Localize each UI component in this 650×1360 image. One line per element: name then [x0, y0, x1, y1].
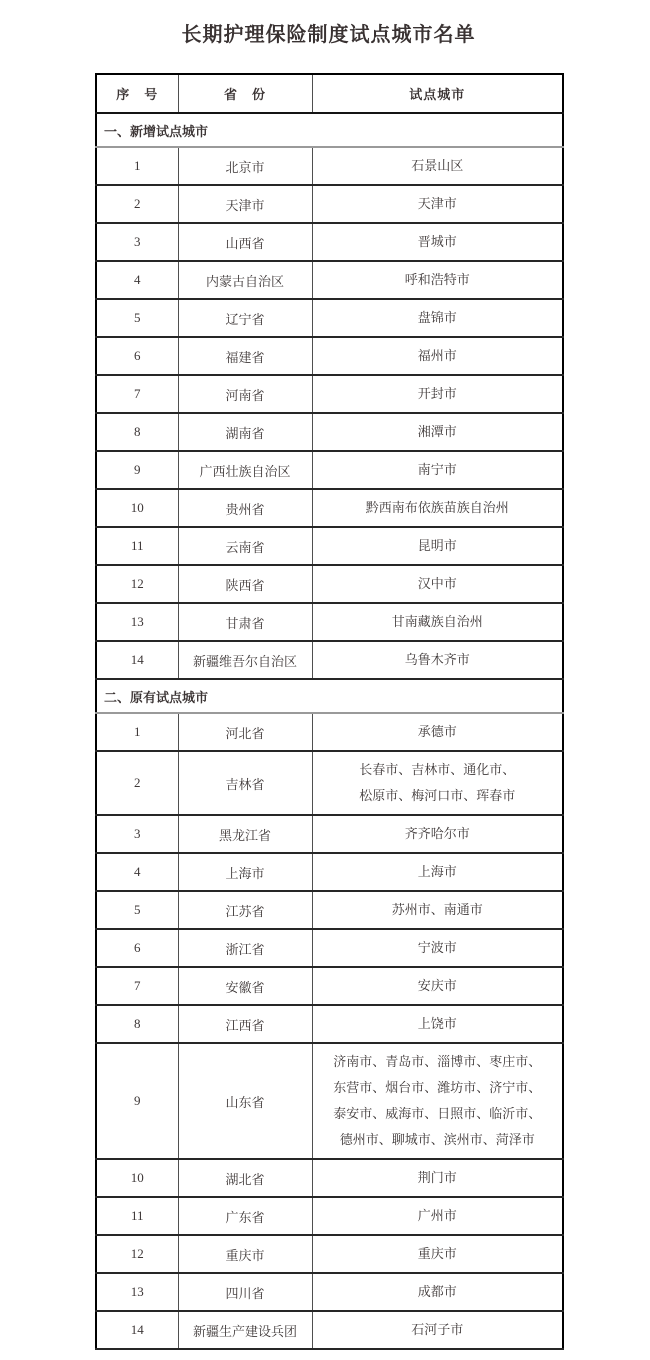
row-index-cell: 1 — [96, 713, 178, 751]
city-line: 呼和浩特市 — [404, 272, 470, 287]
table-row — [96, 853, 563, 891]
city-line: 松原市、梅河口市、珲春市 — [359, 788, 516, 803]
cities-cell — [312, 413, 563, 451]
cities-cell — [312, 261, 563, 299]
cities-cell — [312, 751, 563, 815]
city-line: 苏州市、南通市 — [391, 902, 483, 917]
row-index-cell: 10 — [96, 1159, 178, 1197]
cities-cell — [312, 489, 563, 527]
cities-cell — [312, 1005, 563, 1043]
table-row — [96, 489, 563, 527]
row-index-cell: 2 — [96, 751, 178, 815]
table-row — [96, 261, 563, 299]
table-row — [96, 223, 563, 261]
section-title: 二、原有试点城市 — [96, 679, 563, 713]
cities-cell — [312, 641, 563, 679]
cities-cell — [312, 815, 563, 853]
row-index-cell: 5 — [96, 299, 178, 337]
cities-cell — [312, 1159, 563, 1197]
cities-cell — [312, 337, 563, 375]
city-line: 承德市 — [417, 724, 457, 739]
table-row — [96, 929, 563, 967]
cities-cell — [312, 1197, 563, 1235]
table-row — [96, 603, 563, 641]
row-index-cell: 3 — [96, 223, 178, 261]
pilot-cities-table — [95, 73, 564, 1350]
table-row — [96, 527, 563, 565]
row-index-cell: 4 — [96, 261, 178, 299]
table-row — [96, 1043, 563, 1159]
cities-cell — [312, 853, 563, 891]
row-index-cell: 10 — [96, 489, 178, 527]
row-index-cell: 1 — [96, 147, 178, 185]
city-line: 开封市 — [417, 386, 457, 401]
table-row — [96, 185, 563, 223]
row-index-cell: 7 — [96, 967, 178, 1005]
city-line: 甘南藏族自治州 — [391, 614, 483, 629]
table-row — [96, 451, 563, 489]
row-index-cell: 6 — [96, 929, 178, 967]
row-index-cell: 13 — [96, 603, 178, 641]
column-header-index: 序 号 — [96, 74, 178, 113]
row-index-cell: 8 — [96, 413, 178, 451]
city-line: 广州市 — [417, 1208, 457, 1223]
table-row — [96, 413, 563, 451]
province-cell: 广西壮族自治区 — [178, 451, 312, 489]
city-line: 上海市 — [417, 864, 457, 879]
row-index-cell: 3 — [96, 815, 178, 853]
province-cell: 江苏省 — [178, 891, 312, 929]
row-index-cell: 11 — [96, 527, 178, 565]
table-row — [96, 1273, 563, 1311]
table-row — [96, 337, 563, 375]
province-cell: 四川省 — [178, 1273, 312, 1311]
cities-cell — [312, 1273, 563, 1311]
cities-cell — [312, 223, 563, 261]
table-row — [96, 1311, 563, 1349]
province-cell: 广东省 — [178, 1197, 312, 1235]
page-title: 长期护理保险制度试点城市名单 — [181, 24, 476, 46]
city-line: 泰安市、威海市、日照市、临沂市、 — [333, 1106, 542, 1121]
row-index-cell: 13 — [96, 1273, 178, 1311]
table-row — [96, 751, 563, 815]
cities-cell — [312, 527, 563, 565]
city-line: 长春市、吉林市、通化市、 — [359, 762, 516, 777]
cities-cell — [312, 451, 563, 489]
cities-cell — [312, 1235, 563, 1273]
cities-cell — [312, 929, 563, 967]
table-row — [96, 375, 563, 413]
province-cell: 辽宁省 — [178, 299, 312, 337]
row-index-cell: 2 — [96, 185, 178, 223]
table-row — [96, 891, 563, 929]
cities-cell — [312, 375, 563, 413]
section-header-row — [96, 679, 563, 713]
province-cell: 福建省 — [178, 337, 312, 375]
cities-cell — [312, 565, 563, 603]
section-header-row — [96, 113, 563, 147]
column-header-pilot-cities: 试点城市 — [312, 74, 563, 113]
cities-cell — [312, 603, 563, 641]
city-line: 安庆市 — [417, 978, 457, 993]
city-line: 石河子市 — [411, 1322, 464, 1337]
province-cell: 北京市 — [178, 147, 312, 185]
province-cell: 河南省 — [178, 375, 312, 413]
city-line: 上饶市 — [417, 1016, 457, 1031]
province-cell: 陕西省 — [178, 565, 312, 603]
row-index-cell: 7 — [96, 375, 178, 413]
province-cell: 云南省 — [178, 527, 312, 565]
table-row — [96, 815, 563, 853]
city-line: 宁波市 — [417, 940, 457, 955]
province-cell: 甘肃省 — [178, 603, 312, 641]
table-row — [96, 1005, 563, 1043]
city-line: 乌鲁木齐市 — [404, 652, 470, 667]
province-cell: 山东省 — [178, 1043, 312, 1159]
table-body — [96, 113, 563, 1349]
row-index-cell: 4 — [96, 853, 178, 891]
table-row — [96, 299, 563, 337]
city-line: 德州市、聊城市、滨州市、菏泽市 — [339, 1132, 535, 1147]
cities-cell — [312, 299, 563, 337]
city-line: 汉中市 — [417, 576, 457, 591]
province-cell: 重庆市 — [178, 1235, 312, 1273]
province-cell: 上海市 — [178, 853, 312, 891]
row-index-cell: 8 — [96, 1005, 178, 1043]
province-cell: 浙江省 — [178, 929, 312, 967]
row-index-cell: 12 — [96, 1235, 178, 1273]
province-cell: 湖北省 — [178, 1159, 312, 1197]
row-index-cell: 11 — [96, 1197, 178, 1235]
cities-cell — [312, 147, 563, 185]
cities-cell — [312, 1043, 563, 1159]
province-cell: 新疆维吾尔自治区 — [178, 641, 312, 679]
province-cell: 新疆生产建设兵团 — [178, 1311, 312, 1349]
city-line: 齐齐哈尔市 — [404, 826, 470, 841]
table-row — [96, 1159, 563, 1197]
row-index-cell: 14 — [96, 1311, 178, 1349]
province-cell: 山西省 — [178, 223, 312, 261]
table-header-row — [96, 74, 563, 113]
cities-cell — [312, 1311, 563, 1349]
city-line: 盘锦市 — [417, 310, 457, 325]
city-line: 成都市 — [417, 1284, 457, 1299]
column-header-province: 省 份 — [178, 74, 312, 113]
table-row — [96, 1197, 563, 1235]
city-line: 荆门市 — [417, 1170, 457, 1185]
row-index-cell: 9 — [96, 1043, 178, 1159]
cities-cell — [312, 891, 563, 929]
row-index-cell: 6 — [96, 337, 178, 375]
province-cell: 黑龙江省 — [178, 815, 312, 853]
province-cell: 内蒙古自治区 — [178, 261, 312, 299]
city-line: 重庆市 — [417, 1246, 457, 1261]
province-cell: 贵州省 — [178, 489, 312, 527]
city-line: 晋城市 — [417, 234, 457, 249]
city-line: 福州市 — [417, 348, 457, 363]
row-index-cell: 9 — [96, 451, 178, 489]
province-cell: 吉林省 — [178, 751, 312, 815]
province-cell: 江西省 — [178, 1005, 312, 1043]
city-line: 东营市、烟台市、潍坊市、济宁市、 — [333, 1080, 542, 1095]
table-row — [96, 565, 563, 603]
row-index-cell: 14 — [96, 641, 178, 679]
table-row — [96, 713, 563, 751]
table-row — [96, 967, 563, 1005]
province-cell: 湖南省 — [178, 413, 312, 451]
city-line: 济南市、青岛市、淄博市、枣庄市、 — [333, 1054, 542, 1069]
row-index-cell: 5 — [96, 891, 178, 929]
cities-cell — [312, 967, 563, 1005]
city-line: 天津市 — [417, 196, 457, 211]
row-index-cell: 12 — [96, 565, 178, 603]
table-row — [96, 1235, 563, 1273]
province-cell: 天津市 — [178, 185, 312, 223]
table-row — [96, 641, 563, 679]
city-line: 湘潭市 — [417, 424, 457, 439]
section-title: 一、新增试点城市 — [96, 113, 563, 147]
cities-cell — [312, 185, 563, 223]
city-line: 南宁市 — [417, 462, 457, 477]
city-line: 黔西南布依族苗族自治州 — [365, 500, 509, 515]
cities-cell — [312, 713, 563, 751]
city-line: 昆明市 — [417, 538, 457, 553]
table-row — [96, 147, 563, 185]
city-line: 石景山区 — [411, 158, 464, 173]
province-cell: 安徽省 — [178, 967, 312, 1005]
province-cell: 河北省 — [178, 713, 312, 751]
